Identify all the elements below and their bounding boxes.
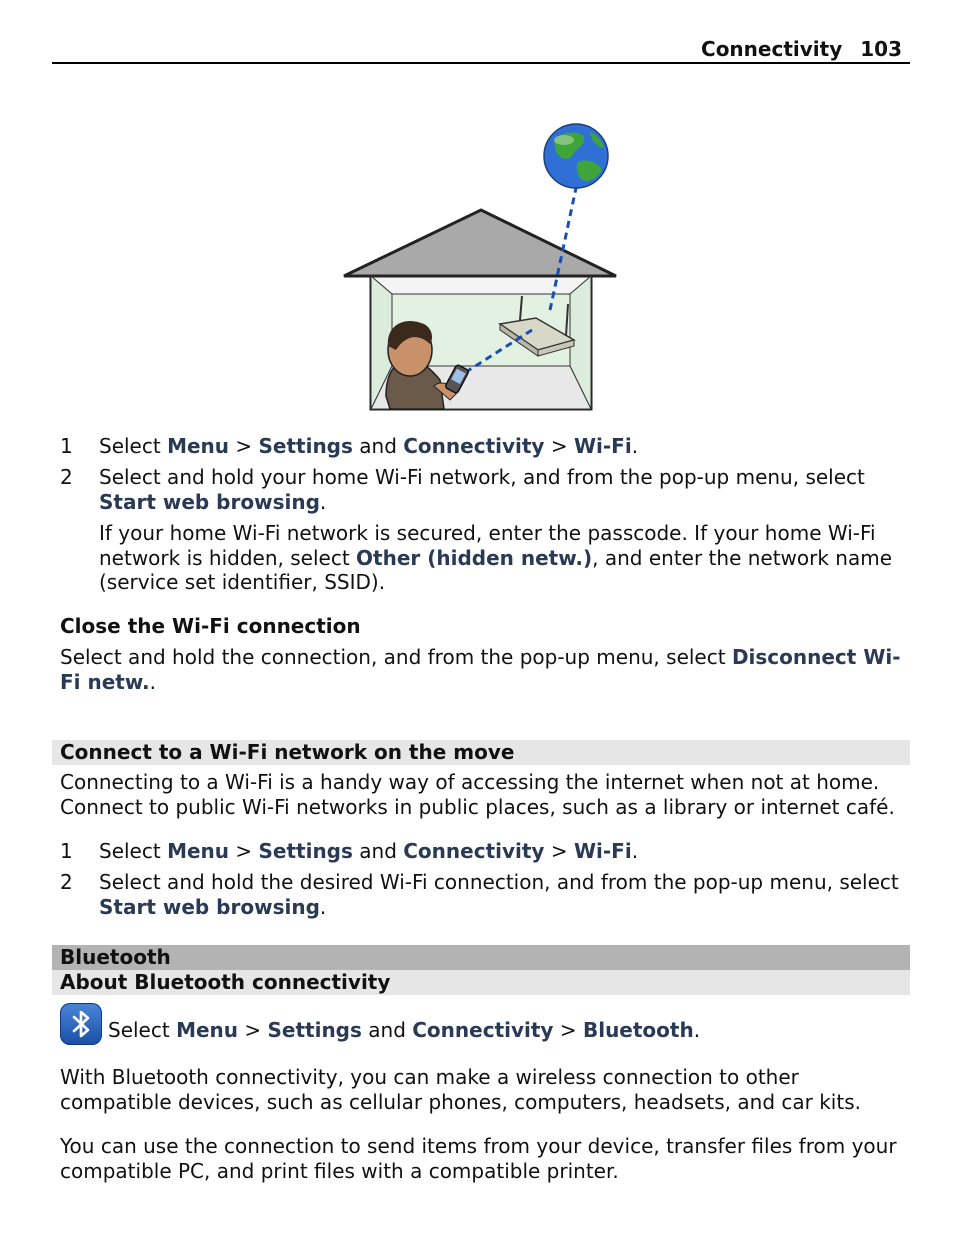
connectivity-link: Connectivity (403, 839, 545, 863)
about-bluetooth-heading: About Bluetooth connectivity (52, 970, 910, 995)
page-number: 103 (860, 37, 902, 61)
connectivity-link: Connectivity (403, 434, 545, 458)
start-web-browsing-option: Start web browsing (99, 489, 320, 514)
manual-page: Connectivity 103 1 Select Menu > Settings and Connectivity > Wi-Fi. 2 Select and hold your home Wi-Fi network, and from the pop-up menu, select Start web browsing. If your home Wi-Fi network is secured, enter the passcode. If your home Wi-Fi network is hidden, select Other (hidden netw.), and enter the network name (service set identifier, SSID). Close the Wi-Fi connection Select and hold the connection, and from the pop-up menu, select Disconnect Wi-Fi netw.. Connect to a Wi-Fi network on the move Connecting to a Wi-Fi is a handy way of accessing the internet when not at home. Connect to public Wi-Fi networks in public places, such as a library or internet café. 1 Select Menu > Settings and Connectivity > Wi-Fi. 2 Select and hold the desired Wi-Fi connection, and from the pop-up menu, select Start web browsing. Bluetooth About Bluetooth connectivity Select Menu > Settings and Connectivity > Bluetooth. With Bluetooth connectivity, you can make a wireless connection to other compatible devices, such as cellular phones, computers, headsets, and car kits. You can use the connection to send items from your device, transfer files from your compatible PC, and print files with a compatible printer. (0, 0, 954, 1258)
disconnect-wifi-option: Disconnect Wi-Fi netw. (60, 645, 901, 694)
settings-link: Settings (258, 839, 353, 863)
bluetooth-select-line: Select Menu > Settings and Connectivity > Bluetooth. (60, 1003, 910, 1047)
globe-icon (544, 124, 608, 188)
secured-network-note: If your home Wi-Fi network is secured, enter the passcode. If your home Wi-Fi network is hidden, select Other (hidden netw.), and enter the network name (service set identifier, SSID). (99, 521, 893, 594)
connectivity-link: Connectivity (412, 1018, 554, 1042)
close-wifi-text: Select and hold the connection, and from the pop-up menu, select Disconnect Wi-Fi netw.. (60, 645, 901, 694)
bluetooth-para-1: With Bluetooth connectivity, you can make a wireless connection to other compatible devices, such as cellular phones, computers, headsets, and car kits. (60, 1065, 861, 1114)
wifi-link-text: Wi-Fi (573, 839, 632, 863)
page-header (52, 36, 910, 64)
on-the-move-intro: Connecting to a Wi-Fi is a handy way of accessing the internet when not at home. Connect to public Wi-Fi networks in public places, such as a library or internet café. (60, 770, 895, 819)
house-roof (344, 210, 616, 276)
settings-link: Settings (258, 434, 353, 458)
menu-link: Menu (167, 434, 230, 458)
section-title: Connectivity (701, 37, 843, 61)
settings-link: Settings (267, 1018, 362, 1042)
start-web-browsing-option: Start web browsing (99, 894, 320, 919)
bluetooth-icon (60, 1003, 102, 1045)
bluetooth-link-text: Bluetooth (582, 1018, 694, 1042)
menu-link: Menu (176, 1018, 239, 1042)
home-wifi-illustration (340, 118, 620, 414)
close-wifi-heading: Close the Wi-Fi connection (60, 614, 361, 638)
menu-link: Menu (167, 839, 230, 863)
bluetooth-heading: Bluetooth (52, 945, 910, 970)
on-the-move-heading: Connect to a Wi-Fi network on the move (52, 740, 910, 765)
other-hidden-netw-option: Other (hidden netw.) (356, 545, 593, 570)
wifi-link-text: Wi-Fi (573, 434, 632, 458)
bluetooth-para-2: You can use the connection to send items from your device, transfer files from your compatible PC, and print files with a compatible printer. (60, 1134, 897, 1183)
